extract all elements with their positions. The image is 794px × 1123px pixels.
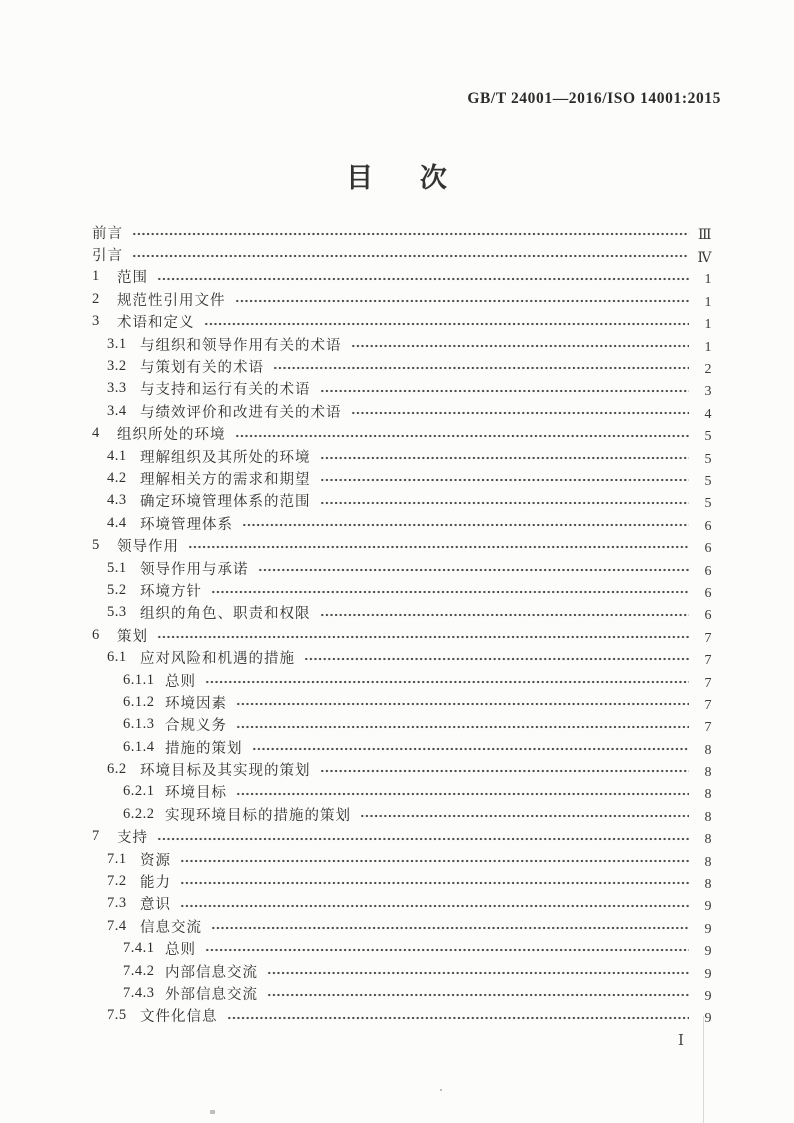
toc-entry-page: 1 — [704, 339, 712, 355]
toc-entry-label: 组织的角色、职责和权限 — [140, 606, 311, 623]
toc-leader-dots — [351, 400, 690, 422]
toc-entry-number: 5 — [92, 537, 100, 554]
toc-leader-dots — [211, 579, 689, 601]
toc-entry-page: 9 — [704, 988, 712, 1004]
standard-number-header: GB/T 24001—2016/ISO 14001:2015 — [467, 90, 721, 107]
toc-entry-page: 9 — [704, 1011, 712, 1027]
toc-entry-page: 9 — [704, 966, 712, 982]
toc-entry — [92, 445, 712, 467]
page-title: 目 次 — [346, 163, 448, 193]
toc-entry-page: 6 — [704, 585, 712, 601]
toc-leader-dots — [157, 266, 689, 288]
scan-speck-artifact — [440, 1089, 442, 1091]
toc-leader-dots — [267, 960, 689, 982]
toc-entry-number: 3.2 — [107, 358, 127, 375]
toc-entry-label: 策划 — [117, 628, 148, 645]
toc-entry-number: 6.2.1 — [123, 783, 155, 800]
toc-leader-dots — [132, 221, 689, 243]
toc-entry-label: 能力 — [140, 875, 171, 892]
footer-page-number: Ⅰ — [678, 1033, 684, 1049]
toc-entry-label: 规范性引用文件 — [117, 292, 226, 309]
toc-entry-label: 确定环境管理体系的范围 — [140, 494, 311, 511]
toc-entry-number: 3.1 — [107, 335, 127, 352]
toc-entry — [92, 982, 712, 1004]
toc-entry — [92, 579, 712, 601]
toc-leader-dots — [320, 378, 690, 400]
toc-entry-page: 5 — [704, 496, 712, 512]
toc-entry — [92, 893, 712, 915]
toc-entry — [92, 714, 712, 736]
toc-entry — [92, 646, 712, 668]
toc-entry-number: 4.2 — [107, 469, 127, 486]
toc-leader-dots — [205, 669, 689, 691]
toc-entry-page: 6 — [704, 608, 712, 624]
toc-entry — [92, 602, 712, 624]
toc-entry — [92, 803, 712, 825]
toc-leader-dots — [236, 714, 689, 736]
toc-entry-number: 7.2 — [107, 873, 127, 890]
toc-leader-dots — [252, 736, 690, 758]
toc-entry-label: 术语和定义 — [117, 315, 195, 332]
toc-entry-page: 4 — [704, 406, 712, 422]
toc-entry-label: 应对风险和机遇的措施 — [140, 651, 295, 668]
toc-entry-label: 总则 — [165, 673, 196, 690]
toc-leader-dots — [211, 915, 689, 937]
toc-entry-page: 6 — [704, 563, 712, 579]
toc-entry-label: 环境目标及其实现的策划 — [140, 763, 311, 780]
toc-leader-dots — [360, 803, 689, 825]
toc-leader-dots — [242, 512, 689, 534]
toc-leader-dots — [204, 311, 690, 333]
toc-entry-page: 9 — [704, 944, 712, 960]
toc-entry-label: 引言 — [92, 248, 123, 265]
toc-leader-dots — [320, 490, 690, 512]
toc-entry — [92, 848, 712, 870]
toc-entry-page: 3 — [704, 384, 712, 400]
toc-entry-page: 8 — [704, 765, 712, 781]
toc-entry-label: 组织所处的环境 — [117, 427, 226, 444]
toc-entry-page: 8 — [704, 787, 712, 803]
toc-entry-label: 合规义务 — [165, 718, 227, 735]
toc-entry-label: 与策划有关的术语 — [140, 360, 264, 377]
toc-entry-page: Ⅲ — [697, 228, 712, 244]
toc-entry — [92, 826, 712, 848]
toc-entry-page: 8 — [704, 742, 712, 758]
toc-entry-label: 外部信息交流 — [165, 986, 258, 1003]
toc-leader-dots — [188, 534, 689, 556]
toc-entry-label: 措施的策划 — [165, 740, 243, 757]
toc-entry-page: 5 — [704, 451, 712, 467]
toc-entry-number: 7.1 — [107, 850, 127, 867]
toc-entry-label: 资源 — [140, 852, 171, 869]
toc-leader-dots — [180, 870, 689, 892]
toc-entry-page: 8 — [704, 832, 712, 848]
toc-entry-label: 内部信息交流 — [165, 964, 258, 981]
toc-entry-page: 6 — [704, 518, 712, 534]
toc-entry-page: 1 — [704, 317, 712, 333]
toc-entry-number: 5.3 — [107, 604, 127, 621]
toc-entry-page: 7 — [704, 720, 712, 736]
toc-entry-number: 6.2.2 — [123, 805, 155, 822]
toc-entry-label: 意识 — [140, 897, 171, 914]
toc-entry — [92, 400, 712, 422]
toc-entry-page: 1 — [704, 272, 712, 288]
toc-entry-label: 总则 — [165, 942, 196, 959]
toc-entry-label: 文件化信息 — [140, 1009, 218, 1026]
toc-leader-dots — [227, 1005, 690, 1027]
toc-entry-page: 8 — [704, 877, 712, 893]
toc-entry-number: 7.4 — [107, 917, 127, 934]
toc-leader-dots — [351, 333, 690, 355]
toc-entry-page: 5 — [704, 429, 712, 445]
toc-entry — [92, 221, 712, 243]
toc-leader-dots — [236, 691, 689, 713]
toc-entry-page: 9 — [704, 899, 712, 915]
toc-entry — [92, 311, 712, 333]
toc-entry — [92, 512, 712, 534]
toc-entry — [92, 870, 712, 892]
toc-entry-label: 领导作用与承诺 — [140, 561, 249, 578]
toc-entry-label: 领导作用 — [117, 539, 179, 556]
toc-leader-dots — [180, 893, 689, 915]
toc-entry-number: 7.5 — [107, 1007, 127, 1024]
toc-entry-page: 1 — [704, 294, 712, 310]
toc-entry-page: 5 — [704, 473, 712, 489]
toc-entry — [92, 758, 712, 780]
toc-entry-page: 7 — [704, 675, 712, 691]
toc-entry — [92, 938, 712, 960]
toc-entry — [92, 557, 712, 579]
toc-entry-page: 7 — [704, 653, 712, 669]
toc-entry-page: 7 — [704, 630, 712, 646]
toc-entry-page: 2 — [704, 362, 712, 378]
toc-entry — [92, 333, 712, 355]
toc-leader-dots — [258, 557, 690, 579]
toc-entry-number: 2 — [92, 290, 100, 307]
toc-entry-number: 5.1 — [107, 559, 127, 576]
toc-leader-dots — [132, 243, 689, 265]
toc-entry-page: 8 — [704, 854, 712, 870]
toc-entry-page: Ⅳ — [697, 250, 712, 266]
toc-entry-page: 8 — [704, 809, 712, 825]
scan-edge-artifact — [703, 1016, 704, 1123]
toc-entry — [92, 423, 712, 445]
toc-entry-number: 7.4.3 — [123, 984, 155, 1001]
toc-entry — [92, 1005, 712, 1027]
toc-entry-number: 6.1.4 — [123, 738, 155, 755]
toc-entry-number: 4.3 — [107, 492, 127, 509]
toc-entry-number: 3.4 — [107, 402, 127, 419]
toc-entry — [92, 378, 712, 400]
toc-entry-number: 7.4.2 — [123, 962, 155, 979]
toc-entry-label: 与支持和运行有关的术语 — [140, 382, 311, 399]
toc-entry-number: 7.3 — [107, 895, 127, 912]
toc-leader-dots — [304, 646, 689, 668]
toc-leader-dots — [235, 423, 690, 445]
scan-speck-artifact — [210, 1110, 215, 1114]
toc-entry — [92, 915, 712, 937]
toc-entry-label: 环境目标 — [165, 785, 227, 802]
toc-entry-number: 6.1.2 — [123, 693, 155, 710]
table-of-contents — [92, 221, 712, 1027]
toc-entry — [92, 736, 712, 758]
toc-leader-dots — [236, 781, 689, 803]
toc-entry — [92, 960, 712, 982]
toc-leader-dots — [267, 982, 689, 1004]
toc-entry — [92, 691, 712, 713]
toc-leader-dots — [235, 288, 690, 310]
toc-entry-label: 与组织和领导作用有关的术语 — [140, 337, 342, 354]
toc-entry-page: 9 — [704, 921, 712, 937]
toc-entry — [92, 288, 712, 310]
toc-entry-label: 环境方针 — [140, 583, 202, 600]
toc-entry — [92, 534, 712, 556]
toc-entry — [92, 467, 712, 489]
toc-entry-label: 环境管理体系 — [140, 516, 233, 533]
toc-entry-label: 前言 — [92, 225, 123, 242]
toc-entry-number: 6 — [92, 626, 100, 643]
toc-entry-label: 环境因素 — [165, 695, 227, 712]
toc-entry — [92, 781, 712, 803]
toc-entry-number: 3.3 — [107, 380, 127, 397]
toc-leader-dots — [320, 602, 690, 624]
toc-entry — [92, 266, 712, 288]
toc-entry-number: 7 — [92, 828, 100, 845]
toc-entry-number: 6.2 — [107, 761, 127, 778]
toc-entry-number: 5.2 — [107, 581, 127, 598]
toc-leader-dots — [320, 445, 690, 467]
toc-entry — [92, 355, 712, 377]
toc-entry-page: 6 — [704, 541, 712, 557]
toc-entry-label: 理解相关方的需求和期望 — [140, 471, 311, 488]
toc-leader-dots — [180, 848, 689, 870]
toc-entry — [92, 243, 712, 265]
toc-entry-label: 理解组织及其所处的环境 — [140, 449, 311, 466]
toc-leader-dots — [205, 938, 689, 960]
toc-entry-label: 与绩效评价和改进有关的术语 — [140, 404, 342, 421]
toc-leader-dots — [157, 624, 689, 646]
toc-entry-number: 6.1.3 — [123, 716, 155, 733]
toc-leader-dots — [320, 758, 690, 780]
toc-leader-dots — [320, 467, 690, 489]
toc-entry-number: 6.1 — [107, 649, 127, 666]
toc-entry-number: 4.4 — [107, 514, 127, 531]
toc-entry — [92, 624, 712, 646]
toc-entry-number: 1 — [92, 268, 100, 285]
toc-entry-number: 3 — [92, 313, 100, 330]
toc-entry-number: 6.1.1 — [123, 671, 155, 688]
toc-leader-dots — [157, 826, 689, 848]
toc-leader-dots — [273, 355, 689, 377]
toc-entry-number: 7.4.1 — [123, 940, 155, 957]
toc-entry-label: 实现环境目标的措施的策划 — [165, 807, 351, 824]
toc-entry-number: 4 — [92, 425, 100, 442]
toc-entry-number: 4.1 — [107, 447, 127, 464]
toc-entry-page: 7 — [704, 697, 712, 713]
toc-entry — [92, 669, 712, 691]
toc-entry-label: 范围 — [117, 270, 148, 287]
toc-entry-label: 信息交流 — [140, 919, 202, 936]
toc-entry — [92, 490, 712, 512]
toc-entry-label: 支持 — [117, 830, 148, 847]
